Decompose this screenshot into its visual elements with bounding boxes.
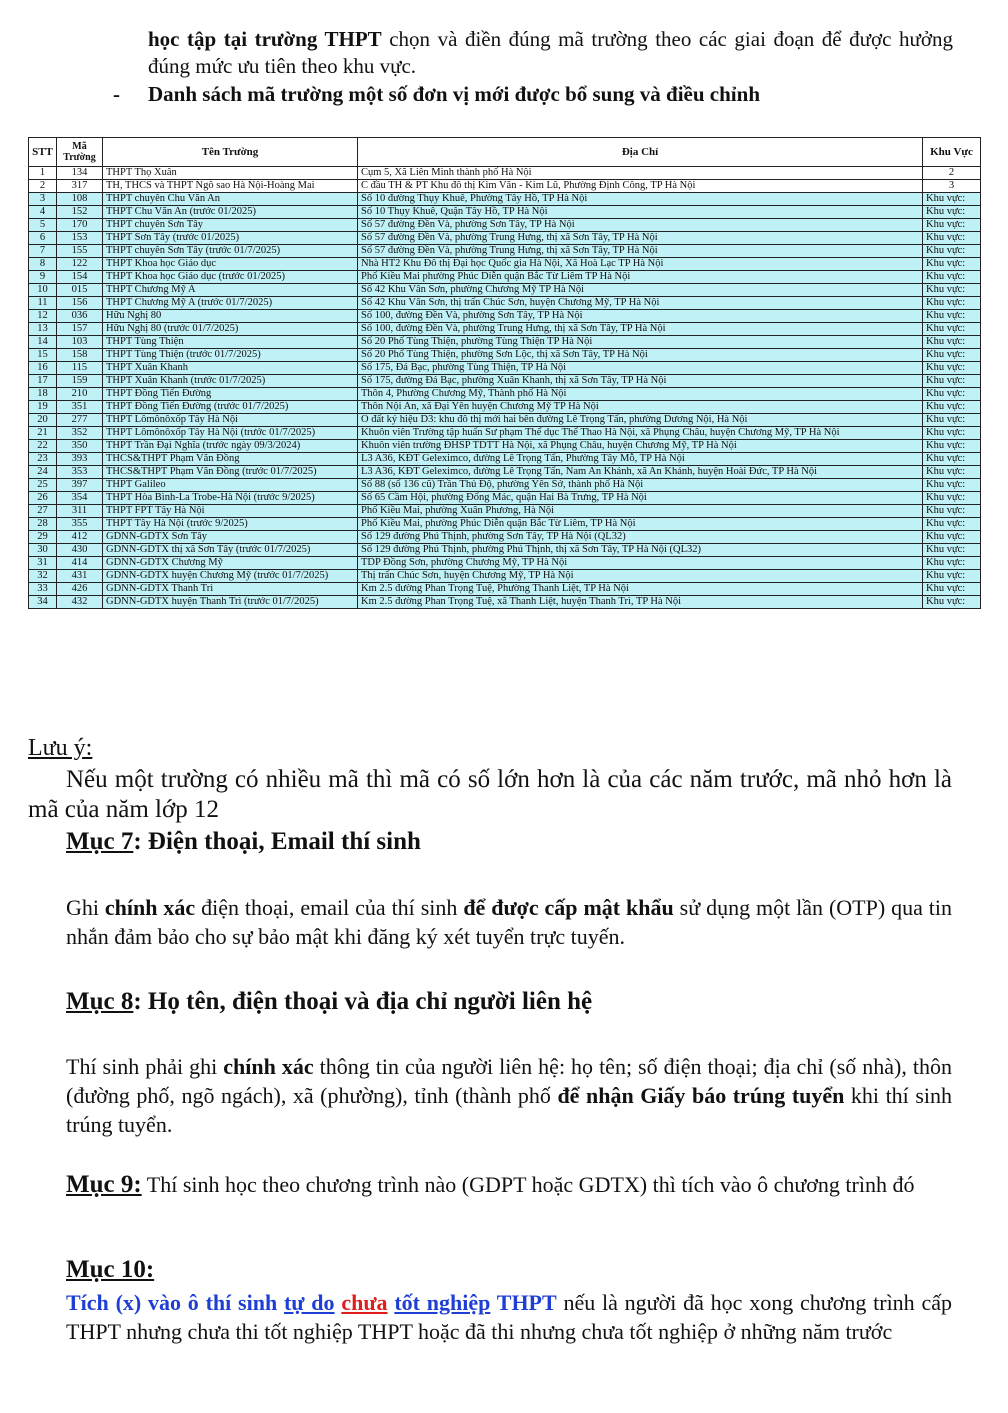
cell-khu-vuc: Khu vực: (923, 323, 981, 336)
cell-khu-vuc: Khu vực: (923, 284, 981, 297)
table-row (29, 167, 981, 180)
cell-khu-vuc: Khu vực: (923, 297, 981, 310)
table-row (29, 440, 981, 453)
bullet-dash: - (113, 82, 120, 106)
muc8-paragraph (66, 1052, 952, 1139)
muc10-blue-underline-2: tốt nghiệp (394, 1290, 491, 1315)
table-row (29, 570, 981, 583)
cell-stt: 11 (29, 297, 57, 310)
cell-dia-chi: Số 42 Khu Vân Sơn, phường Chương Mỹ TP Hà Nội (358, 284, 923, 297)
table-row (29, 544, 981, 557)
cell-stt: 12 (29, 310, 57, 323)
cell-ma-truong: 210 (57, 388, 103, 401)
cell-ma-truong: 157 (57, 323, 103, 336)
muc8-heading (66, 988, 592, 1016)
cell-ten-truong: THPT Tùng Thiện (trước 01/7/2025) (103, 349, 358, 362)
cell-stt: 3 (29, 193, 57, 206)
cell-dia-chi: Số 10 đường Thụy Khuê, Phường Tây Hồ, TP Hà Nội (358, 193, 923, 206)
table-row (29, 427, 981, 440)
muc10-red: chưa (341, 1290, 388, 1315)
note-text: Nếu một trường có nhiều mã thì mã có số lớn hơn là của các năm trước, mã nhỏ hơn là mã của năm lớp 12 (28, 766, 952, 823)
muc9-paragraph (28, 1170, 952, 1199)
cell-khu-vuc: Khu vực: (923, 440, 981, 453)
cell-khu-vuc: Khu vực: (923, 479, 981, 492)
cell-dia-chi: Số 10 Thụy Khuê, Quận Tây Hồ, TP Hà Nội (358, 206, 923, 219)
intro-rest: chọn và điền đúng mã trường theo các giai đoạn để được hưởng đúng mức ưu tiên theo khu vực. (148, 27, 953, 78)
cell-dia-chi: Phố Kiều Mai phường Phúc Diễn quận Bắc Từ Liêm TP Hà Nội (358, 271, 923, 284)
cell-dia-chi: Số 100, đường Đền Và, phường Trung Hưng, thị xã Sơn Tây, TP Hà Nội (358, 323, 923, 336)
cell-ma-truong: 350 (57, 440, 103, 453)
cell-khu-vuc: Khu vực: (923, 505, 981, 518)
cell-dia-chi: Số 129 đường Phú Thịnh, phường Sơn Tây, TP Hà Nội (QL32) (358, 531, 923, 544)
cell-ten-truong: THPT Chương Mỹ A (103, 284, 358, 297)
cell-stt: 29 (29, 531, 57, 544)
cell-ten-truong: THPT Đồng Tiến Đường (103, 388, 358, 401)
cell-ma-truong: 170 (57, 219, 103, 232)
cell-ma-truong: 397 (57, 479, 103, 492)
cell-ten-truong: THPT Khoa học Giáo dục (103, 258, 358, 271)
cell-stt: 30 (29, 544, 57, 557)
header-ten-truong: Tên Trường (103, 138, 358, 167)
cell-ma-truong: 430 (57, 544, 103, 557)
cell-ten-truong: THPT FPT Tây Hà Nội (103, 505, 358, 518)
bullet-heading (113, 82, 760, 107)
cell-stt: 19 (29, 401, 57, 414)
cell-ma-truong: 103 (57, 336, 103, 349)
cell-ten-truong: THPT Khoa học Giáo dục (trước 01/2025) (103, 271, 358, 284)
muc10-blue-2: THPT (490, 1290, 557, 1315)
table-row (29, 284, 981, 297)
cell-ma-truong: 134 (57, 167, 103, 180)
cell-stt: 13 (29, 323, 57, 336)
muc7-bold-2: để được cấp mật khẩu (463, 895, 674, 920)
cell-stt: 21 (29, 427, 57, 440)
table-row (29, 492, 981, 505)
cell-khu-vuc: Khu vực: (923, 336, 981, 349)
table-row (29, 336, 981, 349)
cell-dia-chi: Khuôn viên Trường tập huấn Sư phạm Thể dục Thể Thao Hà Nội, xã Phụng Châu, huyện Chương Mỹ, TP Hà Nội (358, 427, 923, 440)
cell-dia-chi: Số 175, Đá Bạc, phường Tùng Thiện, TP Hà Nội (358, 362, 923, 375)
cell-ten-truong: Hữu Nghị 80 (trước 01/7/2025) (103, 323, 358, 336)
table-row (29, 479, 981, 492)
muc8-text-1: Thí sinh phải ghi (66, 1054, 224, 1079)
cell-dia-chi: Số 100, đường Đền Và, phường Sơn Tây, TP Hà Nội (358, 310, 923, 323)
cell-ma-truong: 311 (57, 505, 103, 518)
cell-ten-truong: THPT Chương Mỹ A (trước 01/7/2025) (103, 297, 358, 310)
table-row (29, 362, 981, 375)
cell-khu-vuc: Khu vực: (923, 518, 981, 531)
table-row (29, 206, 981, 219)
muc7-text-3: sử dụng một lần (OTP) qua tin nhắn đảm bảo cho sự bảo mật khi đăng ký xét tuyển trực tuyến. (66, 895, 952, 949)
table-row (29, 310, 981, 323)
cell-ma-truong: 393 (57, 453, 103, 466)
cell-ma-truong: 036 (57, 310, 103, 323)
cell-stt: 32 (29, 570, 57, 583)
cell-ten-truong: GDNN-GDTX thị xã Sơn Tây (trước 01/7/2025) (103, 544, 358, 557)
header-stt: STT (29, 138, 57, 167)
cell-dia-chi: L3 A36, KĐT Geleximco, đường Lê Trọng Tấn, Phường Tây Mỗ, TP Hà Nội (358, 453, 923, 466)
muc7-bold-1: chính xác (104, 895, 196, 920)
cell-ten-truong: Hữu Nghị 80 (103, 310, 358, 323)
cell-khu-vuc: Khu vực: (923, 362, 981, 375)
table-row (29, 232, 981, 245)
intro-bold: học tập tại trường THPT (148, 27, 382, 51)
cell-ten-truong: THPT Xuân Khanh (103, 362, 358, 375)
cell-ma-truong: 154 (57, 271, 103, 284)
muc10-heading (66, 1256, 154, 1284)
school-code-table-wrapper (28, 137, 980, 609)
cell-khu-vuc: Khu vực: (923, 570, 981, 583)
table-row (29, 466, 981, 479)
cell-ma-truong: 414 (57, 557, 103, 570)
cell-khu-vuc: Khu vực: (923, 427, 981, 440)
muc8-label: Mục 8 (66, 988, 134, 1015)
cell-khu-vuc: Khu vực: (923, 310, 981, 323)
cell-dia-chi: Km 2.5 đường Phan Trọng Tuệ, xã Thanh Liệt, huyện Thanh Trì, TP Hà Nội (358, 596, 923, 609)
cell-khu-vuc: Khu vực: (923, 414, 981, 427)
table-row (29, 258, 981, 271)
cell-stt: 10 (29, 284, 57, 297)
cell-khu-vuc: Khu vực: (923, 258, 981, 271)
cell-stt: 17 (29, 375, 57, 388)
table-row (29, 297, 981, 310)
table-row (29, 583, 981, 596)
table-row (29, 557, 981, 570)
cell-ten-truong: GDNN-GDTX Thanh Trì (103, 583, 358, 596)
header-dia-chi: Địa Chỉ (358, 138, 923, 167)
cell-dia-chi: Số 57 đường Đền Và, phường Sơn Tây, TP Hà Nội (358, 219, 923, 232)
cell-stt: 14 (29, 336, 57, 349)
table-row (29, 596, 981, 609)
cell-khu-vuc: Khu vực: (923, 375, 981, 388)
cell-ten-truong: THPT chuyên Chu Văn An (103, 193, 358, 206)
cell-ten-truong: THPT Sơn Tây (trước 01/2025) (103, 232, 358, 245)
cell-dia-chi: Nhà HT2 Khu Đô thị Đại học Quốc gia Hà Nội, Xã Hoà Lạc TP Hà Nội (358, 258, 923, 271)
cell-stt: 34 (29, 596, 57, 609)
cell-stt: 2 (29, 180, 57, 193)
cell-ten-truong: THPT Chu Văn An (trước 01/2025) (103, 206, 358, 219)
cell-khu-vuc: Khu vực: (923, 245, 981, 258)
muc8-bold-2: để nhận Giấy báo trúng tuyển (557, 1083, 845, 1108)
cell-dia-chi: Thôn 4, Phường Chương Mỹ, Thành phố Hà Nội (358, 388, 923, 401)
muc9-label: Mục 9: (66, 1171, 142, 1198)
table-row (29, 219, 981, 232)
cell-ma-truong: 426 (57, 583, 103, 596)
cell-ten-truong: GDNN-GDTX Chương Mỹ (103, 557, 358, 570)
cell-stt: 33 (29, 583, 57, 596)
cell-khu-vuc: Khu vực: (923, 349, 981, 362)
cell-stt: 5 (29, 219, 57, 232)
table-row (29, 245, 981, 258)
table-header-row (29, 138, 981, 167)
table-row (29, 453, 981, 466)
cell-dia-chi: Số 42 Khu Vân Sơn, thị trấn Chúc Sơn, huyện Chương Mỹ, TP Hà Nội (358, 297, 923, 310)
cell-khu-vuc: Khu vực: (923, 193, 981, 206)
cell-stt: 7 (29, 245, 57, 258)
cell-ten-truong: THPT Trần Đại Nghĩa (trước ngày 09/3/2024) (103, 440, 358, 453)
cell-ten-truong: THPT chuyên Sơn Tây (trước 01/7/2025) (103, 245, 358, 258)
muc7-heading (66, 828, 421, 856)
cell-dia-chi: TDP Đồng Sơn, phường Chương Mỹ, TP Hà Nội (358, 557, 923, 570)
cell-ma-truong: 277 (57, 414, 103, 427)
cell-khu-vuc: Khu vực: (923, 401, 981, 414)
cell-khu-vuc: Khu vực: (923, 219, 981, 232)
cell-khu-vuc: Khu vực: (923, 388, 981, 401)
cell-stt: 6 (29, 232, 57, 245)
table-row (29, 193, 981, 206)
cell-ma-truong: 158 (57, 349, 103, 362)
cell-dia-chi: Số 57 đường Đền Và, phường Trung Hưng, thị xã Sơn Tây, TP Hà Nội (358, 245, 923, 258)
cell-dia-chi: C đầu TH & PT Khu đô thị Kim Văn - Kim Lũ, Phường Định Công, TP Hà Nội (358, 180, 923, 193)
cell-ten-truong: THPT Xuân Khanh (trước 01/7/2025) (103, 375, 358, 388)
muc10-paragraph (66, 1288, 952, 1346)
bullet-text: Danh sách mã trường một số đơn vị mới được bổ sung và điều chỉnh (148, 82, 760, 106)
cell-ma-truong: 155 (57, 245, 103, 258)
cell-stt: 9 (29, 271, 57, 284)
cell-ma-truong: 122 (57, 258, 103, 271)
school-code-table (28, 137, 981, 609)
cell-ma-truong: 108 (57, 193, 103, 206)
cell-ma-truong: 354 (57, 492, 103, 505)
cell-khu-vuc: 3 (923, 180, 981, 193)
cell-ma-truong: 156 (57, 297, 103, 310)
cell-dia-chi: Ô đất ký hiệu D3: khu đô thị mới hai bên đường Lê Trọng Tấn, phường Dương Nội, Hà Nội (358, 414, 923, 427)
cell-stt: 26 (29, 492, 57, 505)
cell-ma-truong: 159 (57, 375, 103, 388)
cell-ten-truong: THPT chuyên Sơn Tây (103, 219, 358, 232)
muc8-title: : Họ tên, điện thoại và địa chỉ người liên hệ (133, 988, 593, 1015)
table-row (29, 349, 981, 362)
table-row (29, 518, 981, 531)
muc10-blue-1: Tích (x) vào ô thí sinh (66, 1290, 284, 1315)
cell-ma-truong: 431 (57, 570, 103, 583)
muc8-text-3: khi thí sinh trúng tuyển. (66, 1083, 952, 1137)
cell-ten-truong: THCS&THPT Phạm Văn Đồng (103, 453, 358, 466)
cell-khu-vuc: Khu vực: (923, 544, 981, 557)
cell-stt: 25 (29, 479, 57, 492)
table-row (29, 323, 981, 336)
cell-ten-truong: THCS&THPT Phạm Văn Đồng (trước 01/7/2025) (103, 466, 358, 479)
cell-khu-vuc: Khu vực: (923, 232, 981, 245)
cell-ma-truong: 351 (57, 401, 103, 414)
cell-khu-vuc: Khu vực: (923, 466, 981, 479)
table-body (29, 167, 981, 609)
cell-stt: 4 (29, 206, 57, 219)
cell-ten-truong: GDNN-GDTX Sơn Tây (103, 531, 358, 544)
cell-ten-truong: THPT Tùng Thiện (103, 336, 358, 349)
cell-ma-truong: 152 (57, 206, 103, 219)
cell-dia-chi: Số 20 Phố Tùng Thiện, phường Tùng Thiện TP Hà Nội (358, 336, 923, 349)
cell-ma-truong: 015 (57, 284, 103, 297)
muc7-label: Mục 7 (66, 828, 134, 855)
muc7-title: : Điện thoại, Email thí sinh (133, 828, 421, 855)
cell-ten-truong: GDNN-GDTX huyện Thanh Trì (trước 01/7/2025) (103, 596, 358, 609)
cell-ma-truong: 352 (57, 427, 103, 440)
cell-stt: 18 (29, 388, 57, 401)
table-row (29, 401, 981, 414)
muc7-paragraph (66, 893, 952, 951)
muc7-text-2: điện thoại, email của thí sinh (195, 895, 464, 920)
intro-paragraph (148, 26, 953, 80)
cell-dia-chi: Số 20 Phố Tùng Thiện, phường Sơn Lộc, thị xã Sơn Tây, TP Hà Nội (358, 349, 923, 362)
cell-ten-truong: TH, THCS và THPT Ngô sao Hà Nội-Hoàng Mai (103, 180, 358, 193)
cell-stt: 20 (29, 414, 57, 427)
cell-ten-truong: THPT Lômônôxốp Tây Hà Nội (trước 01/7/2025) (103, 427, 358, 440)
cell-ten-truong: THPT Đồng Tiến Đường (trước 01/7/2025) (103, 401, 358, 414)
cell-dia-chi: Số 88 (số 136 cũ) Trần Thủ Độ, phường Yên Sở, thành phố Hà Nội (358, 479, 923, 492)
cell-dia-chi: Khuôn viên trường ĐHSP TDTT Hà Nội, xã Phụng Châu, huyện Chương Mỹ, TP Hà Nội (358, 440, 923, 453)
cell-dia-chi: Số 65 Cầm Hội, phường Đống Mác, quận Hai Bà Trưng, TP Hà Nội (358, 492, 923, 505)
table-row (29, 505, 981, 518)
muc10-blue-underline-1: tự do (283, 1290, 335, 1315)
cell-ma-truong: 115 (57, 362, 103, 375)
muc10-label: Mục 10: (66, 1256, 155, 1283)
cell-khu-vuc: 2 (923, 167, 981, 180)
header-ma-truong: Mã Trường (57, 138, 103, 167)
cell-khu-vuc: Khu vực: (923, 206, 981, 219)
table-row (29, 388, 981, 401)
cell-dia-chi: Số 129 đường Phú Thịnh, phường Phú Thịnh, thị xã Sơn Tây, TP Hà Nội (QL32) (358, 544, 923, 557)
cell-khu-vuc: Khu vực: (923, 271, 981, 284)
cell-stt: 23 (29, 453, 57, 466)
cell-stt: 1 (29, 167, 57, 180)
cell-stt: 27 (29, 505, 57, 518)
cell-khu-vuc: Khu vực: (923, 531, 981, 544)
cell-stt: 28 (29, 518, 57, 531)
cell-stt: 16 (29, 362, 57, 375)
cell-ten-truong: THPT Thọ Xuân (103, 167, 358, 180)
cell-ten-truong: GDNN-GDTX huyện Chương Mỹ (trước 01/7/2025) (103, 570, 358, 583)
cell-dia-chi: Phố Kiều Mai, phường Xuân Phương, Hà Nội (358, 505, 923, 518)
note-title: Lưu ý: (28, 735, 93, 761)
cell-ma-truong: 317 (57, 180, 103, 193)
cell-dia-chi: Km 2.5 đường Phan Trọng Tuệ, Phường Thanh Liệt, TP Hà Nội (358, 583, 923, 596)
cell-khu-vuc: Khu vực: (923, 583, 981, 596)
table-row (29, 180, 981, 193)
cell-ma-truong: 355 (57, 518, 103, 531)
table-row (29, 414, 981, 427)
cell-dia-chi: Cụm 5, Xã Liên Minh thành phố Hà Nội (358, 167, 923, 180)
cell-stt: 15 (29, 349, 57, 362)
cell-khu-vuc: Khu vực: (923, 453, 981, 466)
cell-dia-chi: Phố Kiều Mai, phường Phúc Diễn quận Bắc Từ Liêm, TP Hà Nội (358, 518, 923, 531)
cell-ma-truong: 412 (57, 531, 103, 544)
muc7-text-1: Ghi (66, 895, 105, 920)
table-row (29, 271, 981, 284)
cell-stt: 24 (29, 466, 57, 479)
cell-khu-vuc: Khu vực: (923, 596, 981, 609)
muc10-rest: nếu là người đã học xong chương trình cấp THPT nhưng chưa thi tốt nghiệp THPT hoặc đã thi nhưng chưa tốt nghiệp ở những năm trước (66, 1290, 953, 1344)
cell-ma-truong: 432 (57, 596, 103, 609)
cell-dia-chi: Thị trấn Chúc Sơn, huyện Chương Mỹ, TP Hà Nội (358, 570, 923, 583)
cell-dia-chi: L3 A36, KĐT Geleximco, đường Lê Trọng Tấn, Nam An Khánh, xã An Khánh, huyện Hoài Đức, TP Hà Nội (358, 466, 923, 479)
cell-stt: 8 (29, 258, 57, 271)
cell-dia-chi: Số 57 đường Đền Và, phường Trung Hưng, thị xã Sơn Tây, TP Hà Nội (358, 232, 923, 245)
cell-dia-chi: Thôn Nội An, xã Đại Yên huyện Chương Mỹ TP Hà Nội (358, 401, 923, 414)
cell-stt: 22 (29, 440, 57, 453)
cell-ma-truong: 153 (57, 232, 103, 245)
muc8-text-2: thông tin của người liên hệ: họ tên; số điện thoại; địa chỉ (số nhà), thôn (đường phố, ngõ ngách), xã (phường), tỉnh (thành phố (66, 1054, 952, 1108)
cell-ten-truong: THPT Lômônôxốp Tây Hà Nội (103, 414, 358, 427)
cell-ten-truong: THPT Galileo (103, 479, 358, 492)
header-khu-vuc: Khu Vực (923, 138, 981, 167)
cell-khu-vuc: Khu vực: (923, 492, 981, 505)
muc9-text: Thí sinh học theo chương trình nào (GDPT hoặc GDTX) thì tích vào ô chương trình đó (141, 1172, 915, 1197)
muc8-bold-1: chính xác (223, 1054, 314, 1079)
table-row (29, 531, 981, 544)
cell-khu-vuc: Khu vực: (923, 557, 981, 570)
cell-ten-truong: THPT Tây Hà Nội (trước 9/2025) (103, 518, 358, 531)
cell-ma-truong: 353 (57, 466, 103, 479)
table-row (29, 375, 981, 388)
cell-ten-truong: THPT Hòa Bình-La Trobe-Hà Nội (trước 9/2025) (103, 492, 358, 505)
cell-dia-chi: Số 175, đường Đá Bạc, phường Xuân Khanh, thị xã Sơn Tây, TP Hà Nội (358, 375, 923, 388)
cell-stt: 31 (29, 557, 57, 570)
